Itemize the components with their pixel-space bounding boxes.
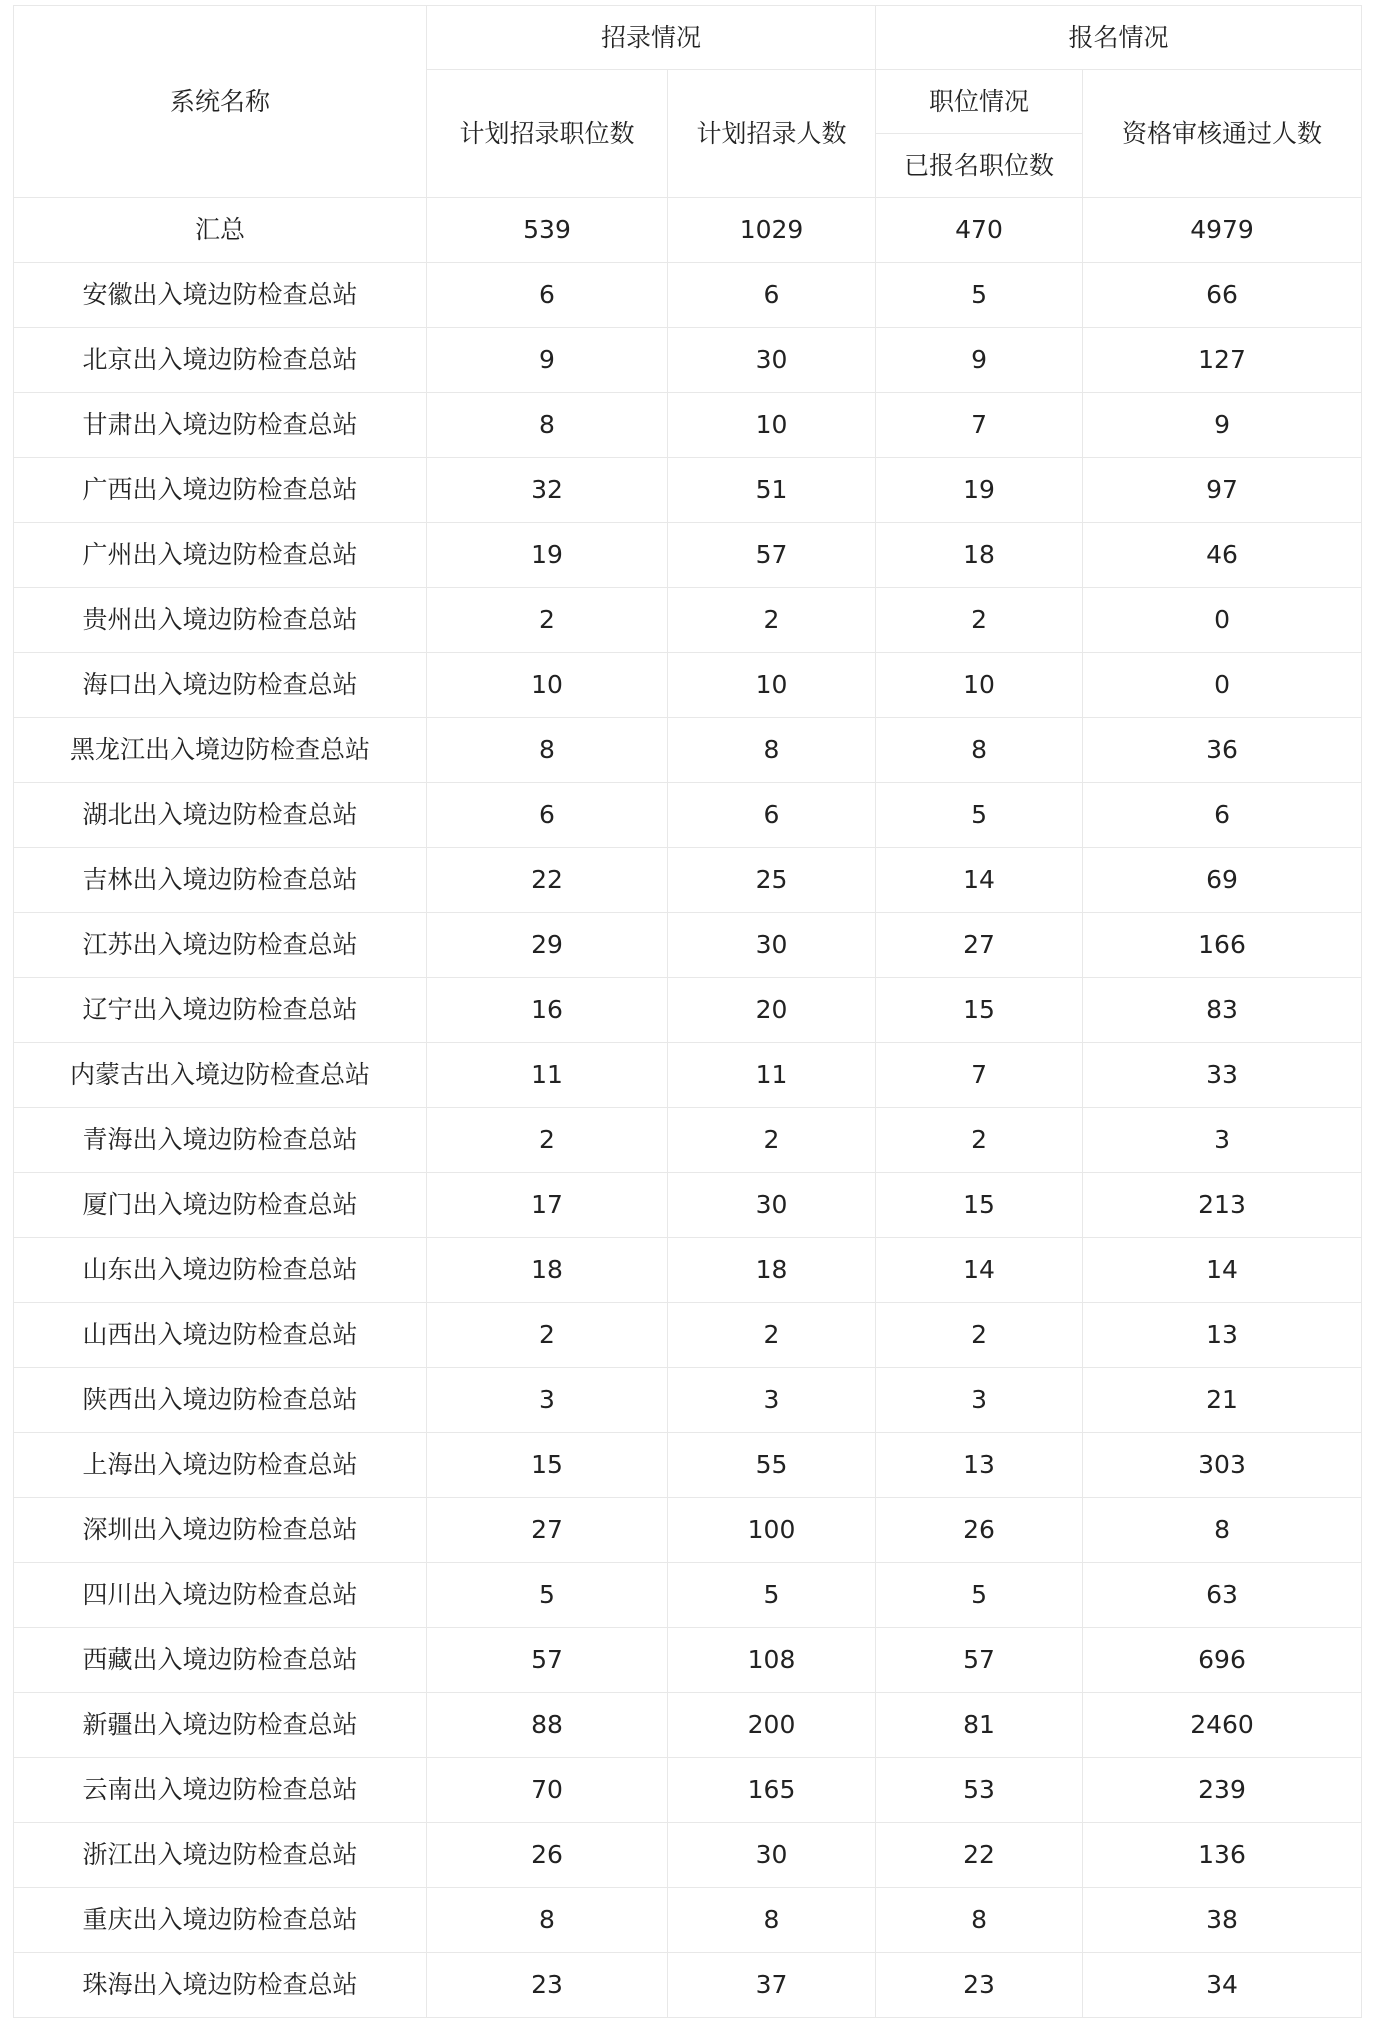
cell-planned-people: 57 bbox=[668, 523, 876, 588]
cell-planned-positions: 8 bbox=[427, 393, 668, 458]
cell-system-name: 上海出入境边防检查总站 bbox=[14, 1433, 427, 1498]
table-row bbox=[14, 718, 1362, 783]
cell-planned-people: 8 bbox=[668, 718, 876, 783]
table-row bbox=[14, 1693, 1362, 1758]
cell-registered-positions: 9 bbox=[876, 328, 1083, 393]
table-row bbox=[14, 1173, 1362, 1238]
cell-planned-positions: 88 bbox=[427, 1693, 668, 1758]
cell-planned-positions: 15 bbox=[427, 1433, 668, 1498]
cell-qualified-applicants: 9 bbox=[1083, 393, 1362, 458]
cell-system-name: 广西出入境边防检查总站 bbox=[14, 458, 427, 523]
cell-registered-positions: 22 bbox=[876, 1823, 1083, 1888]
cell-qualified-applicants: 34 bbox=[1083, 1953, 1362, 2018]
cell-registered-positions: 53 bbox=[876, 1758, 1083, 1823]
cell-registered-positions: 15 bbox=[876, 1173, 1083, 1238]
table-row bbox=[14, 588, 1362, 653]
cell-qualified-applicants: 38 bbox=[1083, 1888, 1362, 1953]
cell-planned-people: 11 bbox=[668, 1043, 876, 1108]
cell-registered-positions: 26 bbox=[876, 1498, 1083, 1563]
cell-system-name: 黑龙江出入境边防检查总站 bbox=[14, 718, 427, 783]
cell-planned-people: 37 bbox=[668, 1953, 876, 2018]
cell-system-name: 重庆出入境边防检查总站 bbox=[14, 1888, 427, 1953]
cell-planned-people: 8 bbox=[668, 1888, 876, 1953]
cell-qualified-applicants: 8 bbox=[1083, 1498, 1362, 1563]
cell-planned-positions: 27 bbox=[427, 1498, 668, 1563]
cell-system-name: 新疆出入境边防检查总站 bbox=[14, 1693, 427, 1758]
cell-system-name: 辽宁出入境边防检查总站 bbox=[14, 978, 427, 1043]
cell-planned-positions: 17 bbox=[427, 1173, 668, 1238]
header-recruitment-group: 招录情况 bbox=[427, 6, 876, 70]
cell-system-name: 山东出入境边防检查总站 bbox=[14, 1238, 427, 1303]
cell-planned-people: 51 bbox=[668, 458, 876, 523]
cell-planned-people: 6 bbox=[668, 783, 876, 848]
table-row bbox=[14, 1108, 1362, 1173]
cell-qualified-applicants: 0 bbox=[1083, 653, 1362, 718]
cell-planned-people: 30 bbox=[668, 913, 876, 978]
cell-qualified-applicants: 97 bbox=[1083, 458, 1362, 523]
table-row bbox=[14, 1368, 1362, 1433]
header-registered-positions: 已报名职位数 bbox=[876, 134, 1083, 198]
header-planned-people: 计划招录人数 bbox=[668, 70, 876, 198]
table-row bbox=[14, 1238, 1362, 1303]
summary-row bbox=[14, 198, 1362, 263]
table-row bbox=[14, 263, 1362, 328]
table-row bbox=[14, 913, 1362, 978]
header-row-1 bbox=[14, 6, 1362, 70]
cell-planned-people: 1029 bbox=[668, 198, 876, 263]
cell-registered-positions: 5 bbox=[876, 783, 1083, 848]
cell-planned-positions: 32 bbox=[427, 458, 668, 523]
cell-system-name: 珠海出入境边防检查总站 bbox=[14, 1953, 427, 2018]
table-row bbox=[14, 1823, 1362, 1888]
cell-qualified-applicants: 3 bbox=[1083, 1108, 1362, 1173]
cell-planned-people: 2 bbox=[668, 1303, 876, 1368]
cell-system-name: 汇总 bbox=[14, 198, 427, 263]
cell-registered-positions: 8 bbox=[876, 718, 1083, 783]
cell-registered-positions: 7 bbox=[876, 1043, 1083, 1108]
cell-planned-positions: 2 bbox=[427, 1108, 668, 1173]
cell-planned-positions: 10 bbox=[427, 653, 668, 718]
cell-qualified-applicants: 14 bbox=[1083, 1238, 1362, 1303]
cell-qualified-applicants: 2460 bbox=[1083, 1693, 1362, 1758]
cell-planned-people: 18 bbox=[668, 1238, 876, 1303]
cell-qualified-applicants: 213 bbox=[1083, 1173, 1362, 1238]
table-row bbox=[14, 1498, 1362, 1563]
cell-planned-positions: 11 bbox=[427, 1043, 668, 1108]
cell-system-name: 四川出入境边防检查总站 bbox=[14, 1563, 427, 1628]
cell-planned-positions: 2 bbox=[427, 1303, 668, 1368]
cell-system-name: 江苏出入境边防检查总站 bbox=[14, 913, 427, 978]
cell-system-name: 内蒙古出入境边防检查总站 bbox=[14, 1043, 427, 1108]
cell-planned-positions: 5 bbox=[427, 1563, 668, 1628]
cell-system-name: 广州出入境边防检查总站 bbox=[14, 523, 427, 588]
cell-planned-people: 6 bbox=[668, 263, 876, 328]
cell-planned-people: 165 bbox=[668, 1758, 876, 1823]
cell-planned-positions: 70 bbox=[427, 1758, 668, 1823]
cell-registered-positions: 18 bbox=[876, 523, 1083, 588]
table-row bbox=[14, 978, 1362, 1043]
cell-planned-people: 30 bbox=[668, 1823, 876, 1888]
cell-planned-people: 200 bbox=[668, 1693, 876, 1758]
cell-registered-positions: 14 bbox=[876, 1238, 1083, 1303]
cell-qualified-applicants: 239 bbox=[1083, 1758, 1362, 1823]
table-row bbox=[14, 1758, 1362, 1823]
cell-planned-positions: 18 bbox=[427, 1238, 668, 1303]
cell-registered-positions: 81 bbox=[876, 1693, 1083, 1758]
cell-qualified-applicants: 21 bbox=[1083, 1368, 1362, 1433]
table-row bbox=[14, 523, 1362, 588]
cell-planned-people: 20 bbox=[668, 978, 876, 1043]
cell-planned-positions: 26 bbox=[427, 1823, 668, 1888]
cell-qualified-applicants: 127 bbox=[1083, 328, 1362, 393]
cell-qualified-applicants: 166 bbox=[1083, 913, 1362, 978]
cell-qualified-applicants: 0 bbox=[1083, 588, 1362, 653]
cell-qualified-applicants: 136 bbox=[1083, 1823, 1362, 1888]
cell-planned-people: 5 bbox=[668, 1563, 876, 1628]
cell-planned-positions: 57 bbox=[427, 1628, 668, 1693]
cell-qualified-applicants: 36 bbox=[1083, 718, 1362, 783]
cell-planned-people: 10 bbox=[668, 653, 876, 718]
cell-registered-positions: 2 bbox=[876, 588, 1083, 653]
cell-qualified-applicants: 13 bbox=[1083, 1303, 1362, 1368]
cell-registered-positions: 2 bbox=[876, 1303, 1083, 1368]
cell-planned-positions: 6 bbox=[427, 263, 668, 328]
cell-system-name: 北京出入境边防检查总站 bbox=[14, 328, 427, 393]
table-row bbox=[14, 393, 1362, 458]
cell-planned-people: 25 bbox=[668, 848, 876, 913]
table-body bbox=[14, 198, 1362, 2018]
table-row bbox=[14, 653, 1362, 718]
table-row bbox=[14, 1043, 1362, 1108]
cell-registered-positions: 27 bbox=[876, 913, 1083, 978]
cell-registered-positions: 15 bbox=[876, 978, 1083, 1043]
cell-registered-positions: 23 bbox=[876, 1953, 1083, 2018]
table-row bbox=[14, 1953, 1362, 2018]
cell-planned-people: 2 bbox=[668, 1108, 876, 1173]
cell-planned-positions: 16 bbox=[427, 978, 668, 1043]
cell-qualified-applicants: 696 bbox=[1083, 1628, 1362, 1693]
cell-planned-people: 55 bbox=[668, 1433, 876, 1498]
header-qualified-applicants: 资格审核通过人数 bbox=[1083, 70, 1362, 198]
cell-planned-positions: 539 bbox=[427, 198, 668, 263]
cell-qualified-applicants: 63 bbox=[1083, 1563, 1362, 1628]
cell-registered-positions: 470 bbox=[876, 198, 1083, 263]
cell-planned-positions: 6 bbox=[427, 783, 668, 848]
cell-system-name: 山西出入境边防检查总站 bbox=[14, 1303, 427, 1368]
cell-system-name: 湖北出入境边防检查总站 bbox=[14, 783, 427, 848]
cell-registered-positions: 10 bbox=[876, 653, 1083, 718]
table-row bbox=[14, 1888, 1362, 1953]
cell-registered-positions: 5 bbox=[876, 263, 1083, 328]
cell-planned-positions: 29 bbox=[427, 913, 668, 978]
cell-system-name: 厦门出入境边防检查总站 bbox=[14, 1173, 427, 1238]
cell-planned-positions: 23 bbox=[427, 1953, 668, 2018]
table-row bbox=[14, 1628, 1362, 1693]
cell-system-name: 云南出入境边防检查总站 bbox=[14, 1758, 427, 1823]
cell-qualified-applicants: 66 bbox=[1083, 263, 1362, 328]
cell-registered-positions: 2 bbox=[876, 1108, 1083, 1173]
table-row bbox=[14, 1563, 1362, 1628]
cell-planned-positions: 8 bbox=[427, 718, 668, 783]
cell-system-name: 贵州出入境边防检查总站 bbox=[14, 588, 427, 653]
cell-qualified-applicants: 4979 bbox=[1083, 198, 1362, 263]
cell-qualified-applicants: 69 bbox=[1083, 848, 1362, 913]
cell-planned-positions: 9 bbox=[427, 328, 668, 393]
cell-planned-people: 2 bbox=[668, 588, 876, 653]
cell-system-name: 浙江出入境边防检查总站 bbox=[14, 1823, 427, 1888]
cell-qualified-applicants: 46 bbox=[1083, 523, 1362, 588]
table-row bbox=[14, 783, 1362, 848]
cell-planned-positions: 19 bbox=[427, 523, 668, 588]
header-registration-group: 报名情况 bbox=[876, 6, 1362, 70]
cell-system-name: 海口出入境边防检查总站 bbox=[14, 653, 427, 718]
cell-system-name: 安徽出入境边防检查总站 bbox=[14, 263, 427, 328]
cell-system-name: 吉林出入境边防检查总站 bbox=[14, 848, 427, 913]
cell-qualified-applicants: 303 bbox=[1083, 1433, 1362, 1498]
header-position-status: 职位情况 bbox=[876, 70, 1083, 134]
table-row bbox=[14, 1303, 1362, 1368]
cell-planned-people: 30 bbox=[668, 328, 876, 393]
recruitment-table bbox=[13, 5, 1362, 2018]
cell-registered-positions: 14 bbox=[876, 848, 1083, 913]
cell-system-name: 深圳出入境边防检查总站 bbox=[14, 1498, 427, 1563]
cell-registered-positions: 3 bbox=[876, 1368, 1083, 1433]
cell-planned-positions: 3 bbox=[427, 1368, 668, 1433]
cell-planned-people: 3 bbox=[668, 1368, 876, 1433]
cell-registered-positions: 5 bbox=[876, 1563, 1083, 1628]
header-planned-positions: 计划招录职位数 bbox=[427, 70, 668, 198]
cell-planned-people: 108 bbox=[668, 1628, 876, 1693]
table-header bbox=[14, 6, 1362, 198]
cell-planned-positions: 8 bbox=[427, 1888, 668, 1953]
cell-registered-positions: 57 bbox=[876, 1628, 1083, 1693]
cell-system-name: 陕西出入境边防检查总站 bbox=[14, 1368, 427, 1433]
cell-planned-people: 30 bbox=[668, 1173, 876, 1238]
cell-planned-positions: 2 bbox=[427, 588, 668, 653]
cell-system-name: 甘肃出入境边防检查总站 bbox=[14, 393, 427, 458]
table-row bbox=[14, 328, 1362, 393]
cell-qualified-applicants: 33 bbox=[1083, 1043, 1362, 1108]
cell-registered-positions: 19 bbox=[876, 458, 1083, 523]
cell-planned-positions: 22 bbox=[427, 848, 668, 913]
cell-registered-positions: 8 bbox=[876, 1888, 1083, 1953]
cell-planned-people: 100 bbox=[668, 1498, 876, 1563]
cell-system-name: 青海出入境边防检查总站 bbox=[14, 1108, 427, 1173]
cell-qualified-applicants: 83 bbox=[1083, 978, 1362, 1043]
table-row bbox=[14, 848, 1362, 913]
cell-registered-positions: 7 bbox=[876, 393, 1083, 458]
cell-system-name: 西藏出入境边防检查总站 bbox=[14, 1628, 427, 1693]
header-system-name: 系统名称 bbox=[14, 6, 427, 198]
cell-registered-positions: 13 bbox=[876, 1433, 1083, 1498]
cell-qualified-applicants: 6 bbox=[1083, 783, 1362, 848]
cell-planned-people: 10 bbox=[668, 393, 876, 458]
table-row bbox=[14, 458, 1362, 523]
table-row bbox=[14, 1433, 1362, 1498]
